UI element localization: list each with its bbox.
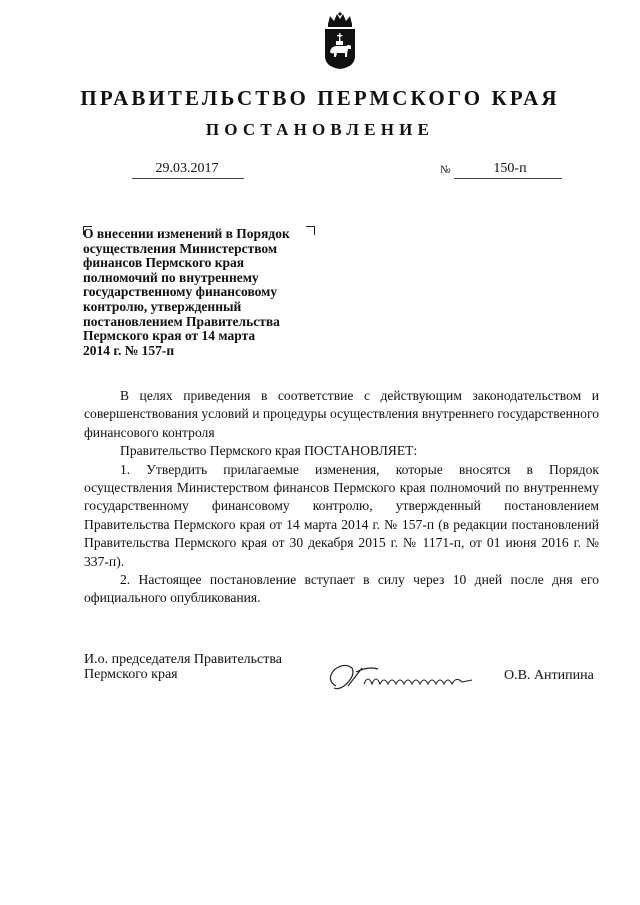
signer-name: О.В. Антипина (504, 668, 594, 683)
handwritten-signature-icon (322, 660, 522, 694)
subject-line: государственному финансовому (83, 284, 278, 300)
body-paragraph: В целях приведения в соответствие с действующим законодательством и совершенствования условий и процедуры осуществления внутреннего государственного финансового контроля (84, 388, 599, 440)
signer-title (84, 652, 282, 682)
signer-title-line: Пермского края (84, 667, 178, 682)
body-paragraph: 1. Утвердить прилагаемые изменения, которые вносятся в Порядок осуществления Министерством финансов Пермского края полномочий по внутреннему государственному финансовому контролю, утвержденный постановлением Правительства Пермского края от 14 марта 2014 г. № 157-п (в редакции постановлений Правительства Пермского края от 30 декабря 2015 г. № 1171-п, от 01 июня 2016 г. № 337-п). (84, 461, 599, 569)
subject-line: О внесении изменений в Порядок (83, 226, 290, 241)
number-sign: № (440, 164, 451, 176)
document-date: 29.03.2017 (155, 161, 219, 176)
subject-line: контролю, утвержденный (83, 298, 242, 314)
body-paragraph: 2. Настоящее постановление вступает в силу через 10 дней после дня его официального опубликования. (84, 572, 599, 606)
document-subject (83, 227, 328, 358)
perm-krai-coat-of-arms-icon (322, 12, 358, 70)
number-underline (454, 178, 562, 179)
subject-line: полномочий по внутреннему (83, 269, 259, 285)
body-paragraph: Правительство Пермского края ПОСТАНОВЛЯЕТ: (120, 443, 418, 459)
subject-line: постановлением Правительства (83, 313, 280, 329)
document-type: ПОСТАНОВЛЕНИЕ (205, 120, 435, 139)
subject-line: Пермского края от 14 марта (83, 328, 256, 344)
government-title: ПРАВИТЕЛЬСТВО ПЕРМСКОГО КРАЯ (80, 86, 560, 110)
signer-title-line: И.о. председателя Правительства (84, 652, 283, 667)
subject-line: 2014 г. № 157-п (83, 342, 175, 358)
document-number: 150-п (493, 161, 527, 176)
document-body (84, 387, 599, 608)
subject-line: финансов Пермского края (83, 255, 245, 271)
subject-line: осуществления Министерством (83, 240, 278, 256)
date-underline (132, 178, 244, 179)
